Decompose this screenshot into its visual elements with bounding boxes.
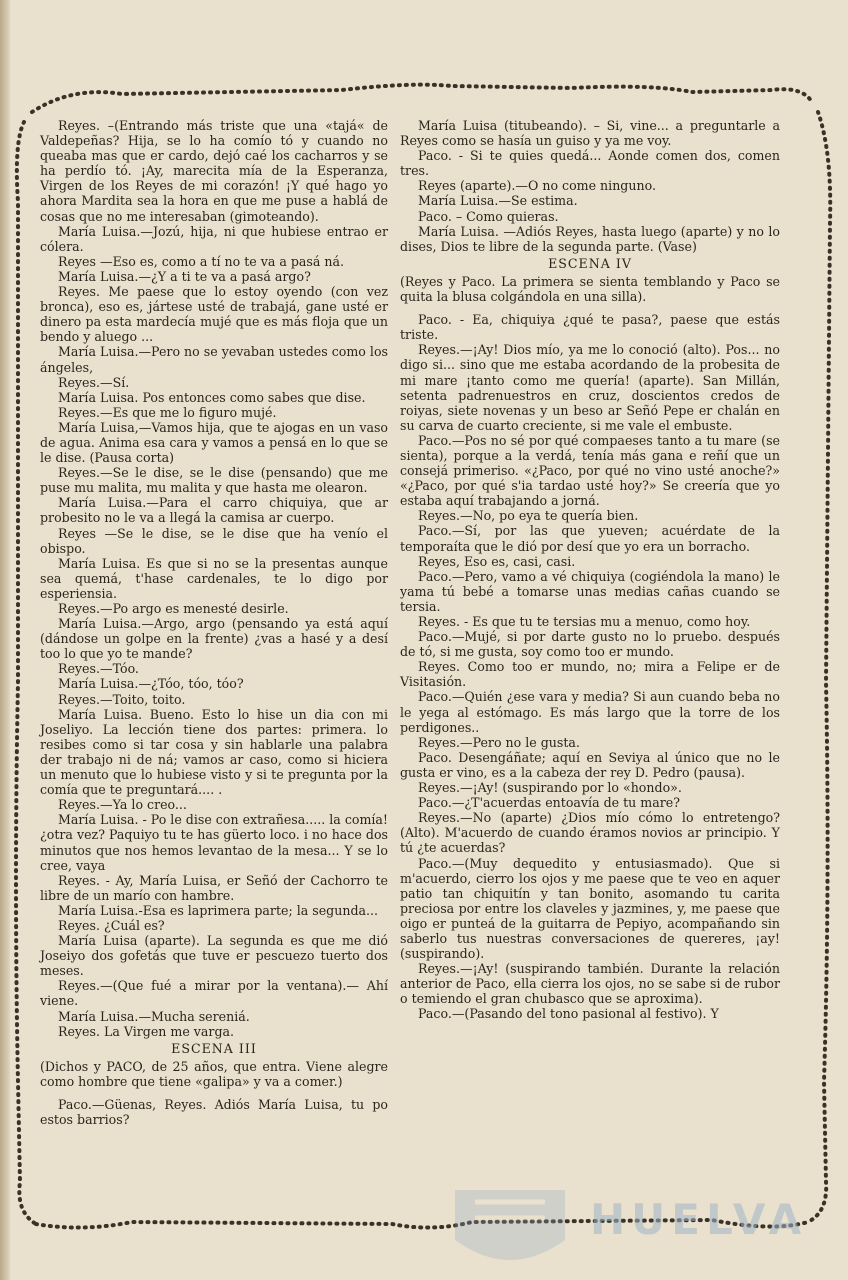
dialogue-paragraph: Reyes. La Virgen me varga.: [58, 1023, 235, 1039]
right-column: [400, 118, 780, 1022]
dialogue-paragraph: Paco.—Pero, vamo a vé chiquiya (cogiéndola la mano) le yama tú bebé a tomarse unas medias cañas cuando se tersia.: [400, 568, 780, 614]
scene-heading: ESCENA IV: [548, 255, 632, 271]
dialogue-paragraph: Reyes.—No (aparte) ¿Dios mío cómo lo entretengo? (Alto). M'acuerdo de cuando éramos novios ar principio. Y tú ¿te acuerdas?: [400, 810, 780, 856]
scene-heading: ESCENA III: [171, 1040, 257, 1056]
dialogue-paragraph: Reyes.—¡Ay! (suspirando por lo «hondo».: [418, 780, 682, 796]
dialogue-paragraph: María Luisa. Es que si no se la presentas aunque sea quemá, t'hase cardenales, te lo digo por esperiensia.: [40, 555, 388, 601]
page-binding-edge: [0, 0, 10, 1280]
dialogue-paragraph: Reyes.—Toito, toito.: [58, 691, 186, 707]
watermark-text: HUELVA: [590, 1195, 808, 1244]
dialogue-paragraph: María Luisa.—Se estima.: [418, 193, 578, 209]
left-column: [40, 118, 388, 1127]
dialogue-paragraph: Reyes.—Pero no le gusta.: [418, 734, 580, 750]
dialogue-paragraph: Paco. – Como quieras.: [418, 208, 559, 224]
dialogue-paragraph: Reyes.—Ya lo creo...: [58, 797, 187, 813]
dialogue-paragraph: Paco.—(Muy dequedito y entusiasmado). Que si m'acuerdo, cierro los ojos y me paese que te veo en aquer patio tan chiquitín y tan bonito, asomando tu carita preciosa por entre los claveles y jazmines, y, me paese que oigo er punteá de la guitarra de Pepiyo, acompañando sin saberlo tus nuestras conversaciones de quereres, ¡ay! (suspirando).: [400, 855, 780, 962]
dialogue-paragraph: Reyes.—(Que fué a mirar por la ventana).— Ahí viene.: [40, 978, 388, 1009]
dialogue-paragraph: Reyes —Eso es, como a tí no te va a pasá ná.: [58, 253, 345, 269]
dialogue-paragraph: María Luisa.—Jozú, hija, ni que hubiese entrao er cólera.: [40, 223, 388, 254]
dialogue-paragraph: María Luisa,—Vamos hija, que te ajogas en un vaso de agua. Anima esa cara y vamos a pensá en lo que se le dise. (Pausa corta): [40, 419, 388, 466]
dialogue-paragraph: Reyes, Eso es, casi, casi.: [418, 553, 576, 569]
dialogue-paragraph: Reyes.—Sí.: [58, 374, 130, 390]
dialogue-paragraph: Paco.—(Pasando del tono pasional al festivo). Y: [418, 1006, 719, 1022]
dialogue-paragraph: Paco. Desengáñate; aquí en Seviya al único que no le gusta er vino, es a la cabeza der rey D. Pedro (pausa).: [400, 749, 780, 780]
dialogue-paragraph: Reyes. ¿Cuál es?: [58, 917, 165, 933]
dialogue-paragraph: Reyes.—Po argo es menesté desirle.: [58, 601, 289, 616]
dialogue-paragraph: María Luisa.—Argo, argo (pensando ya está aquí (dándose un golpe en la frente) ¿vas a hasé y a desí too lo que yo te mande?: [40, 616, 388, 662]
dialogue-paragraph: María Luisa.—¿Tóo, tóo, tóo?: [58, 676, 244, 692]
dialogue-paragraph: Reyes —Se le dise, se le dise que ha venío el obispo.: [40, 525, 388, 556]
dialogue-paragraph: Paco.—Sí, por las que yueven; acuérdate de la temporaíta que le dió por desí que yo era un borracho.: [400, 523, 780, 554]
dialogue-paragraph: Paco.—¿T'acuerdas entoavía de tu mare?: [418, 795, 680, 811]
dialogue-paragraph: María Luisa (aparte). La segunda es que me dió Joseiyo dos gofetás que tuve er pescuezo tuerto dos meses.: [40, 933, 388, 979]
dialogue-paragraph: María Luisa. Bueno. Esto lo hise un dia con mi Joseliyo. La lección tiene dos partes: primera. lo resibes como si tar cosa y sin hablarle una palabra der trabajo ni de ná; vamos ar caso, como si hiciera un menuto que lo hubiese visto y si te pregunta por la comía que te preguntará.... .: [40, 706, 388, 798]
stage-direction: (Dichos y PACO, de 25 años, que entra. Viene alegre como hombre que tiene «galipa» y va a comer.): [40, 1058, 388, 1089]
dialogue-paragraph: María Luisa.—Pero no se yevaban ustedes como los ángeles,: [40, 344, 388, 375]
dialogue-paragraph: Reyes. Como too er mundo, no; mira a Felipe er de Visitasión.: [400, 659, 780, 690]
dialogue-paragraph: Reyes.—¡Ay! Dios mío, ya me lo conoció (alto). Pos... no digo si... sino que me estaba acordando de la probesita de mi mare ¡tanto como me quería! (aparte). San Millán, setenta padrenuestros en cruz, doscientos credos de roiyas, siete novenas y un beso ar Señó Pepe er chalán en su carva de cuarto creciente, si me vale el embuste.: [400, 342, 780, 433]
dialogue-paragraph: Reyes.—Tóo.: [58, 661, 139, 677]
dialogue-paragraph: Paco. - Si te quies quedá... Aonde comen dos, comen tres.: [400, 148, 780, 179]
dialogue-paragraph: María Luisa.—Para el carro chiquiya, que ar probesito no le va a llegá la camisa ar cuerpo.: [40, 495, 388, 526]
dialogue-paragraph: María Luisa (titubeando). – Si, vine... a preguntarle a Reyes como se hasía un guiso y ya me voy.: [400, 118, 780, 149]
dialogue-paragraph: Reyes. - Es que tu te tersias mu a menuo, como hoy.: [418, 614, 751, 629]
dialogue-paragraph: Reyes. –(Entrando más triste que una «tajá« de Valdepeñas? Hija, se lo ha comío tó y cuando no queaba mas que er cardo, dejó caé los cacharros y se ha perdío tó. ¡Ay, marecita mía de la Esperanza, Virgen de los Reyes de mi corazón! ¡Y qué hago yo ahora Mardita sea la hora en que me puse a hablá de cosas que no me interesaban (gimoteando).: [40, 118, 388, 224]
dialogue-paragraph: Paco.—Pos no sé por qué compaeses tanto a tu mare (se sienta), porque a la verdá, tenía más gana e reñí que un consejá primeriso. «¿Paco, por qué no vino usté anoche?» «¿Paco, por qué s'ia tardao usté hoy?» Se creería que yo estaba aquí trabajando a jorná.: [400, 432, 780, 509]
dialogue-paragraph: Reyes.—No, po eya te quería bien.: [418, 508, 639, 524]
dialogue-paragraph: María Luisa. —Adiós Reyes, hasta luego (aparte) y no lo dises, Dios te libre de la segunda parte. (Vase): [400, 223, 780, 254]
dialogue-paragraph: Reyes.—Se le dise, se le dise (pensando) que me puse mu malita, mu malita y que hasta me olearon.: [40, 465, 388, 496]
dialogue-paragraph: Paco. - Ea, chiquiya ¿qué te pasa?, paese que estás triste.: [400, 312, 780, 343]
dialogue-paragraph: María Luisa. - Po le dise con extrañesa..... la comía! ¿otra vez? Paquiyo tu te has güerto loco. i no hace dos minutos que nos hemos levantao de la mesa... Y se lo cree, vaya: [40, 812, 388, 873]
dialogue-paragraph: Reyes. - Ay, María Luisa, er Señó der Cachorro te libre de un marío con hambre.: [40, 872, 388, 903]
dialogue-paragraph: Reyes.—¡Ay! (suspirando también. Durante la relación anterior de Paco, ella cierra los ojos, no se sabe si de rubor o temiendo el gran chubasco que se aproxima).: [400, 961, 780, 1007]
dialogue-paragraph: Reyes. Me paese que lo estoy oyendo (con vez bronca), eso es, jártese usté de trabajá, gane usté er dinero pa esta mardecía mujé que es más floja que un bendo y aluego ...: [40, 284, 388, 345]
dialogue-paragraph: María Luisa.—¿Y a ti te va a pasá argo?: [58, 268, 311, 284]
dialogue-paragraph: María Luisa.—Mucha sereniá.: [58, 1008, 250, 1024]
dialogue-paragraph: María Luisa.-Esa es laprimera parte; la segunda...: [58, 902, 379, 918]
dialogue-paragraph: María Luisa. Pos entonces como sabes que dise.: [58, 389, 366, 405]
dialogue-paragraph: Reyes.—Es que me lo figuro mujé.: [58, 404, 277, 420]
dialogue-paragraph: Reyes (aparte).—O no come ninguno.: [418, 178, 656, 194]
dialogue-paragraph: Paco.—Quién ¿ese vara y media? Si aun cuando beba no le yega al estómago. Es más largo que la torre de los perdigones..: [400, 689, 780, 735]
dialogue-paragraph: Paco.—Güenas, Reyes. Adiós María Luisa, tu po estos barrios?: [40, 1097, 388, 1128]
stage-direction: (Reyes y Paco. La primera se sienta temblando y Paco se quita la blusa colgándola en una silla).: [400, 273, 780, 305]
dialogue-paragraph: Paco.—Mujé, si por darte gusto no lo pruebo. después de tó, si me gusta, soy como too er mundo.: [400, 629, 780, 660]
